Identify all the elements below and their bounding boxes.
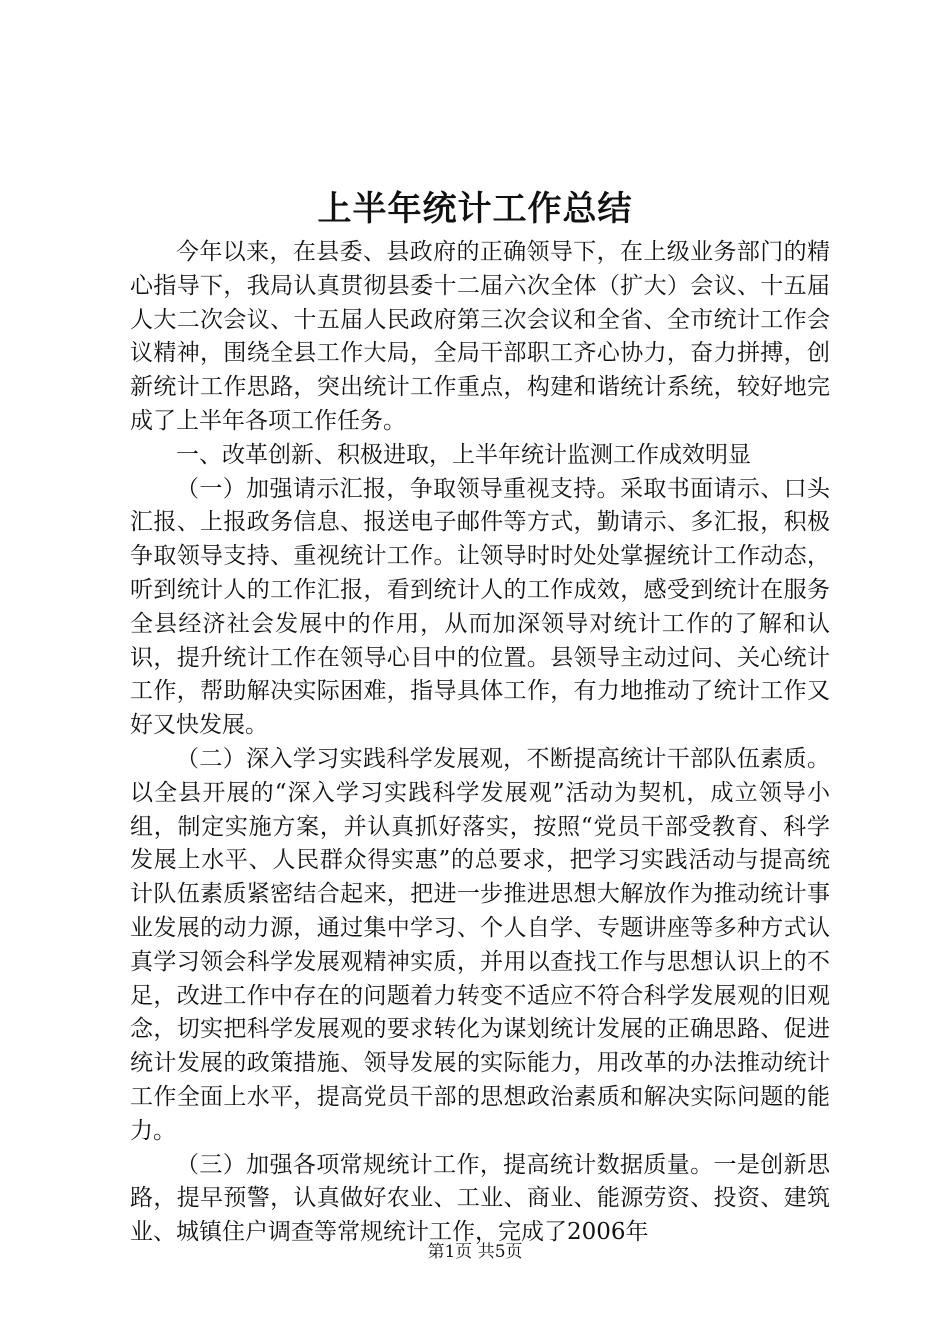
document-body <box>130 236 830 1250</box>
page-title: 上半年统计工作总结 <box>317 189 633 229</box>
paragraph-3: （三）加强各项常规统计工作，提高统计数据质量。一是创新思路，提早预警，认真做好农业、工业、商业、能源劳资、投资、建筑业、城镇住户调查等常规统计工作，完成了2006年 <box>130 1151 830 1246</box>
section-heading-1: 一、改革创新、积极进取，上半年统计监测工作成效明显 <box>176 441 751 468</box>
paragraph-intro: 今年以来，在县委、县政府的正确领导下，在上级业务部门的精心指导下，我局认真贯彻县委十二届六次全体（扩大）会议、十五届人大二次会议、十五届人民政府第三次会议和全省、全市统计工作会议精神，围绕全县工作大局，全局干部职工齐心协力，奋力拼搏，创新统计工作思路，突出统计工作重点，构建和谐统计系统，较好地完成了上半年各项工作任务。 <box>130 239 830 434</box>
paragraph-1: （一）加强请示汇报，争取领导重视支持。采取书面请示、口头汇报、上报政务信息、报送电子邮件等方式，勤请示、多汇报，积极争取领导支持、重视统计工作。让领导时时处处掌握统计工作动态，听到统计人的工作汇报，看到统计人的工作成效，感受到统计在服务全县经济社会发展中的作用，从而加深领导对统计工作的了解和认识，提升统计工作在领导心目中的位置。县领导主动过问、关心统计工作，帮助解决实际困难，指导具体工作，有力地推动了统计工作又好又快发展。 <box>130 475 830 739</box>
paragraph-2: （二）深入学习实践科学发展观，不断提高统计干部队伍素质。以全县开展的“深入学习实践科学发展观”活动为契机，成立领导小组，制定实施方案，并认真抓好落实，按照“党员干部受教育、科学发展上水平、人民群众得实惠”的总要求，把学习实践活动与提高统计队伍素质紧密结合起来，把进一步推进思想大解放作为推动统计事业发展的动力源，通过集中学习、个人自学、专题讲座等多种方式认真学习领会科学发展观精神实质，并用以查找工作与思想认识上的不足，改进工作中存在的问题着力转变不适应不符合科学发展观的旧观念，切实把科学发展观的要求转化为谋划统计发展的正确思路、促进统计发展的政策措施、领导发展的实际能力，用改革的办法推动统计工作全面上水平，提高党员干部的思想政治素质和解决实际问题的能力。 <box>130 745 830 1144</box>
page-footer: 第1页 共5页 <box>427 1242 523 1262</box>
